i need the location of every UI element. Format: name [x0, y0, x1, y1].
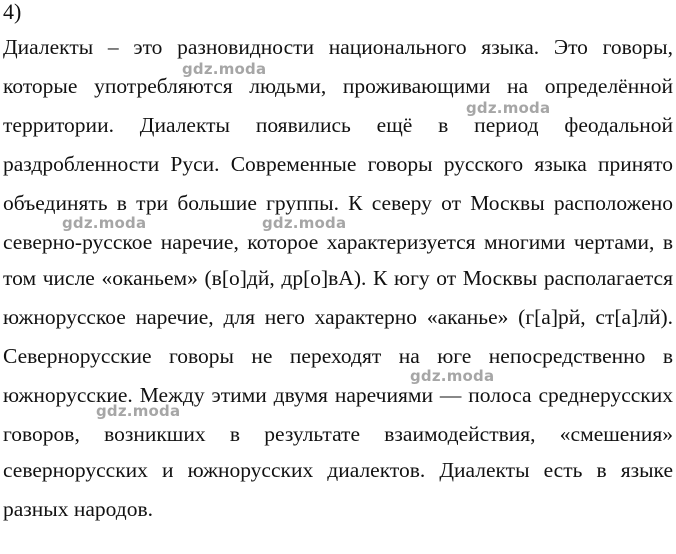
text-line-11: говоров, возникших в результате взаимодействия, «смешения»	[3, 422, 673, 446]
text-line-9: Северноруcские говоры не переходят на юге непосредственно в	[3, 344, 673, 368]
text-line-10: южнорусские. Между этими двумя наречиями — полоса среднерусских	[3, 383, 673, 407]
text-line-1: Диалекты – это разновидности национального языка. Это говоры,	[3, 35, 673, 59]
watermark: gdz.moda	[182, 60, 267, 78]
text-line-5: объединять в три большие группы. К северу от Москвы расположено	[3, 191, 673, 215]
watermark: gdz.moda	[62, 214, 147, 232]
task-number: 4)	[3, 0, 22, 24]
watermark: gdz.moda	[96, 402, 181, 420]
text-line-8: южнорусское наречие, для него характерно «аканье» (г[а]рй, ст[а]лй).	[3, 305, 673, 329]
text-line-12: севернорусских и южнорусских диалектов. Диалекты есть в языке	[3, 458, 673, 482]
watermark: gdz.moda	[262, 214, 347, 232]
text-line-2: которые употребляются людьми, проживающими на определённой	[3, 74, 673, 98]
text-line-13: разных народов.	[3, 497, 154, 521]
text-line-3: территории. Диалекты появились ещё в период феодальной	[3, 113, 673, 137]
text-line-7: том числе «оканьем» (в[о]дй, др[о]вА). К югу от Москвы располагается	[3, 266, 673, 290]
text-line-6: северно-русское наречие, которое характеризуется многими чертами, в	[3, 230, 673, 254]
text-line-4: раздробленности Руси. Современные говоры русского языка принято	[3, 152, 673, 176]
watermark: gdz.moda	[410, 367, 495, 385]
watermark: gdz.moda	[466, 99, 551, 117]
